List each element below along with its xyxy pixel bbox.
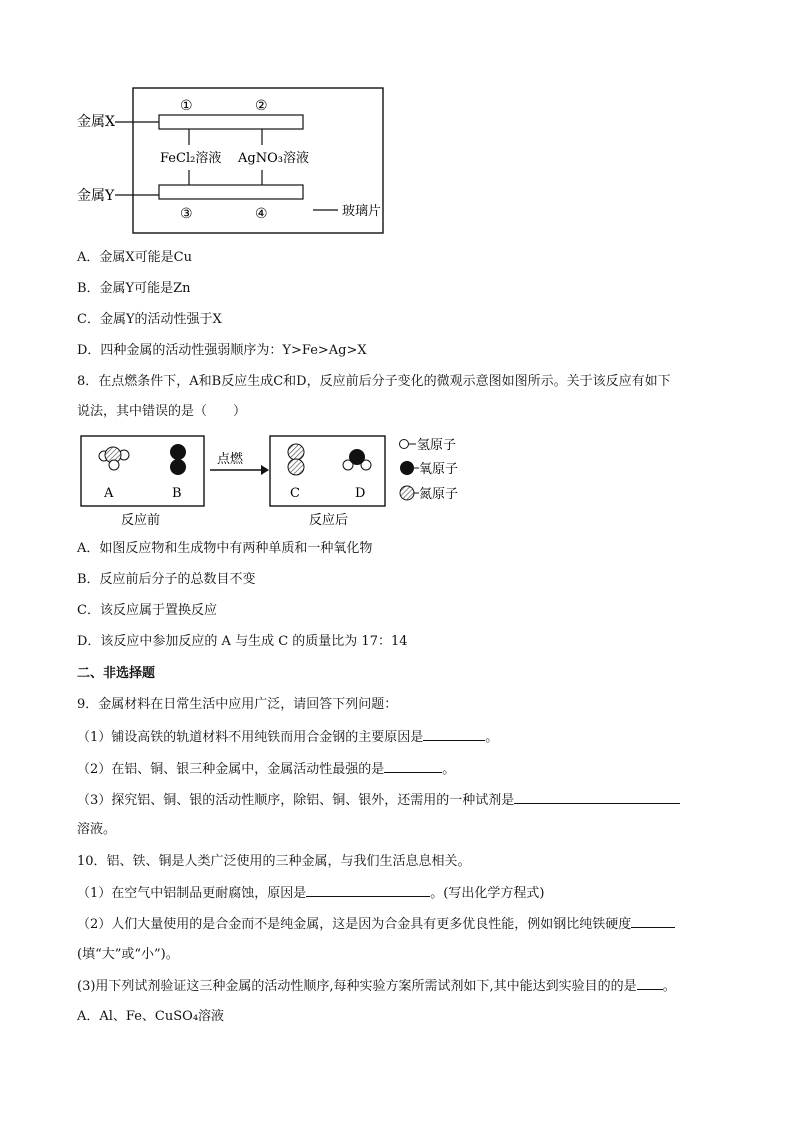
after-label: 反应后 <box>309 513 349 528</box>
metal-plate-diagram <box>70 85 400 240</box>
molecule-d <box>343 449 371 470</box>
legend-hydrogen <box>400 440 417 449</box>
before-box <box>81 436 204 506</box>
q9-part1-blank[interactable] <box>423 728 485 741</box>
q10-stem: 10．铝、铁、铜是人类广泛使用的三种金属，与我们生活息息相关。 <box>77 854 471 869</box>
circle-1: ① <box>180 98 193 114</box>
q10-part2-cont: (填“大”或“小”)。 <box>77 947 179 962</box>
q9-part2-text: （2）在铝、铜、银三种金属中，金属活动性最强的是 <box>77 762 385 777</box>
label-a: A <box>104 486 114 501</box>
legend-oxygen <box>400 461 419 475</box>
q7-option-c: C．金属Y的活动性强于X <box>77 312 222 327</box>
q10-part3-text: (3)用下列试剂验证这三种金属的活动性顺序,每种实验方案所需试剂如下,其中能达到实验目的的是 <box>77 979 637 994</box>
q9-part1-end: 。 <box>485 730 499 745</box>
solution-2-label: AgNO₃溶液 <box>238 151 309 166</box>
q10-part2 <box>77 915 675 934</box>
q10-part1-blank[interactable] <box>306 884 430 897</box>
q10-part3-blank[interactable] <box>637 977 663 990</box>
q9-part3-cont: 溶液。 <box>77 822 117 837</box>
q10-part3-end: 。 <box>662 979 676 994</box>
section-heading: 二、非选择题 <box>77 666 156 681</box>
circle-3: ③ <box>180 206 193 222</box>
q10-option-a: A．Al、Fe、CuSO₄溶液 <box>77 1009 225 1024</box>
q9-part2-end: 。 <box>442 762 456 777</box>
q10-part1 <box>77 884 544 903</box>
label-b: B <box>172 486 182 501</box>
q7-option-d: D．四种金属的活动性强弱顺序为：Y>Fe>Ag>X <box>77 343 367 358</box>
legend-nitrogen-label: 氮原子 <box>419 487 459 502</box>
metal-y-label: 金属Y <box>77 188 115 204</box>
after-box <box>270 436 385 506</box>
q9-part1 <box>77 728 498 747</box>
q9-part1-text: （1）铺设高铁的轨道材料不用纯铁而用合金钢的主要原因是 <box>77 730 424 745</box>
glass-label: 玻璃片 <box>342 204 382 219</box>
q9-part2 <box>77 760 455 779</box>
legend-nitrogen <box>400 486 419 500</box>
arrow-head <box>261 465 269 475</box>
arrow-condition: 点燃 <box>217 452 244 467</box>
q7-option-b: B．金属Y可能是Zn <box>77 281 191 296</box>
molecule-c <box>288 444 304 475</box>
q9-part3-text: （3）探究铝、铜、银的活动性顺序，除铝、铜、银外，还需用的一种试剂是 <box>77 793 515 808</box>
q10-part1-end: 。(写出化学方程式) <box>430 886 545 901</box>
before-label: 反应前 <box>121 513 161 528</box>
q9-part2-blank[interactable] <box>384 760 442 773</box>
label-d: D <box>355 486 366 501</box>
q10-part2-text: （2）人们大量使用的是合金而不是纯金属，这是因为合金具有更多优良性能，例如钢比纯铁硬度 <box>77 917 632 932</box>
q9-part3 <box>77 791 680 810</box>
q9-stem: 9．金属材料在日常生活中应用广泛，请回答下列问题： <box>77 697 398 712</box>
q10-part3 <box>77 977 676 996</box>
metal-x-strip <box>159 115 303 129</box>
q10-part1-text: （1）在空气中铝制品更耐腐蚀，原因是 <box>77 886 307 901</box>
q10-part2-blank[interactable] <box>631 915 675 928</box>
q8-stem-line2: 说法，其中错误的是（ ） <box>77 404 247 419</box>
q8-option-c: C．该反应属于置换反应 <box>77 603 217 618</box>
q8-option-a: A．如图反应物和生成物中有两种单质和一种氧化物 <box>77 541 373 556</box>
circle-2: ② <box>255 98 268 114</box>
legend-oxygen-label: 氧原子 <box>419 462 459 477</box>
q7-option-a: A．金属X可能是Cu <box>77 250 192 265</box>
q8-stem-line1: 8．在点燃条件下，A和B反应生成C和D，反应前后分子变化的微观示意图如图所示。关于该反应有如下 <box>77 374 671 389</box>
metal-y-strip <box>159 185 303 199</box>
circle-4: ④ <box>255 206 268 222</box>
label-c: C <box>290 486 300 501</box>
legend-hydrogen-label: 氢原子 <box>417 438 457 453</box>
molecule-b <box>170 444 186 475</box>
q8-option-b: B．反应前后分子的总数目不变 <box>77 572 256 587</box>
molecule-reaction-diagram <box>75 430 495 532</box>
metal-x-label: 金属X <box>77 114 115 130</box>
molecule-a <box>99 447 129 470</box>
solution-1-label: FeCl₂溶液 <box>160 151 222 166</box>
q9-part3-blank[interactable] <box>514 791 680 804</box>
q8-option-d: D．该反应中参加反应的 A 与生成 C 的质量比为 17：14 <box>77 634 408 649</box>
